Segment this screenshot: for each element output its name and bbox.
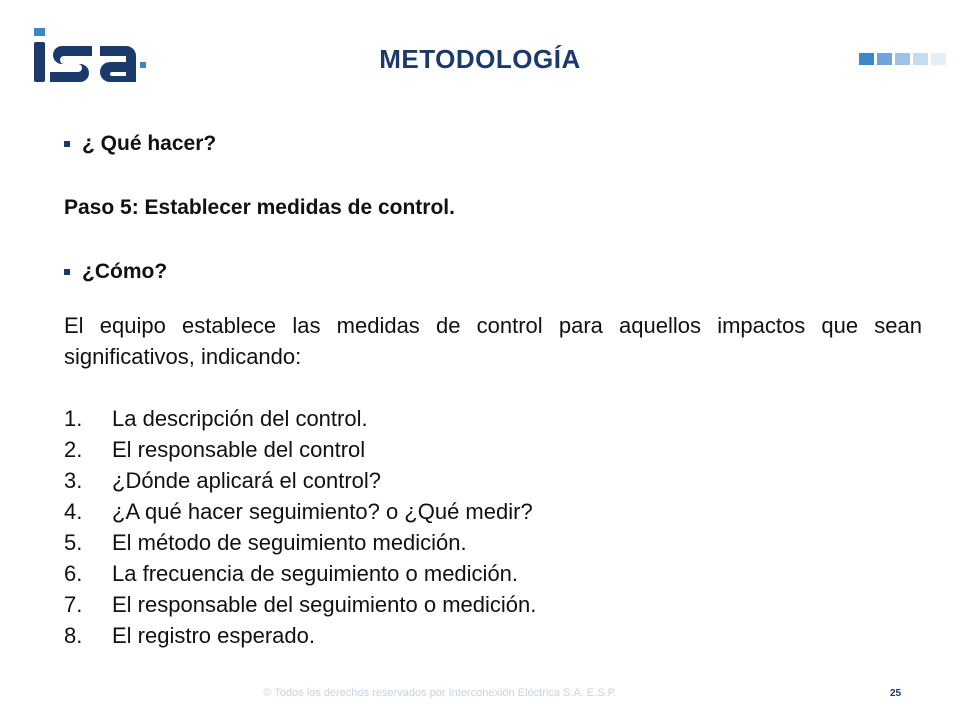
item-number: 4. bbox=[64, 499, 83, 524]
square-3 bbox=[895, 53, 910, 65]
item-text: El método de seguimiento medición. bbox=[112, 530, 467, 555]
numbered-list bbox=[64, 403, 536, 651]
step-heading: Paso 5: Establecer medidas de control. bbox=[64, 196, 455, 219]
decorative-squares bbox=[859, 53, 946, 65]
square-4 bbox=[913, 53, 928, 65]
slide-title: METODOLOGÍA bbox=[379, 44, 581, 74]
item-text: ¿A qué hacer seguimiento? o ¿Qué medir? bbox=[112, 499, 533, 524]
square-bullet-icon bbox=[64, 141, 70, 147]
square-2 bbox=[877, 53, 892, 65]
list-item bbox=[64, 589, 536, 620]
bullet-label: ¿ Qué hacer? bbox=[82, 132, 217, 155]
item-number: 5. bbox=[64, 530, 83, 555]
square-1 bbox=[859, 53, 874, 65]
item-number: 7. bbox=[64, 592, 83, 617]
list-item bbox=[64, 403, 536, 434]
list-item bbox=[64, 496, 536, 527]
item-number: 8. bbox=[64, 623, 83, 648]
list-item bbox=[64, 558, 536, 589]
item-number: 3. bbox=[64, 468, 83, 493]
square-bullet-icon bbox=[64, 269, 70, 275]
list-item bbox=[64, 527, 536, 558]
bullet-que-hacer bbox=[64, 132, 216, 156]
bullet-label: ¿Cómo? bbox=[82, 260, 168, 283]
bullet-como bbox=[64, 260, 167, 284]
item-text: La frecuencia de seguimiento o medición. bbox=[112, 561, 519, 586]
square-5 bbox=[931, 53, 946, 65]
item-text: La descripción del control. bbox=[112, 406, 368, 431]
item-text: El responsable del seguimiento o medición. bbox=[112, 592, 537, 617]
item-text: ¿Dónde aplicará el control? bbox=[112, 468, 382, 493]
list-item bbox=[64, 434, 536, 465]
copyright-footer: © Todos los derechos reservados por Interconexión Eléctrica S.A. E.S.P. bbox=[263, 687, 617, 699]
item-number: 6. bbox=[64, 561, 83, 586]
item-number: 2. bbox=[64, 437, 83, 462]
page-number: 25 bbox=[890, 688, 902, 699]
description-paragraph: El equipo establece las medidas de control para aquellos impactos que sean significativos, indicando: bbox=[64, 313, 922, 369]
list-item bbox=[64, 620, 536, 651]
item-text: El registro esperado. bbox=[112, 623, 315, 648]
item-number: 1. bbox=[64, 406, 83, 431]
item-text: El responsable del control bbox=[112, 437, 366, 462]
list-item bbox=[64, 465, 536, 496]
